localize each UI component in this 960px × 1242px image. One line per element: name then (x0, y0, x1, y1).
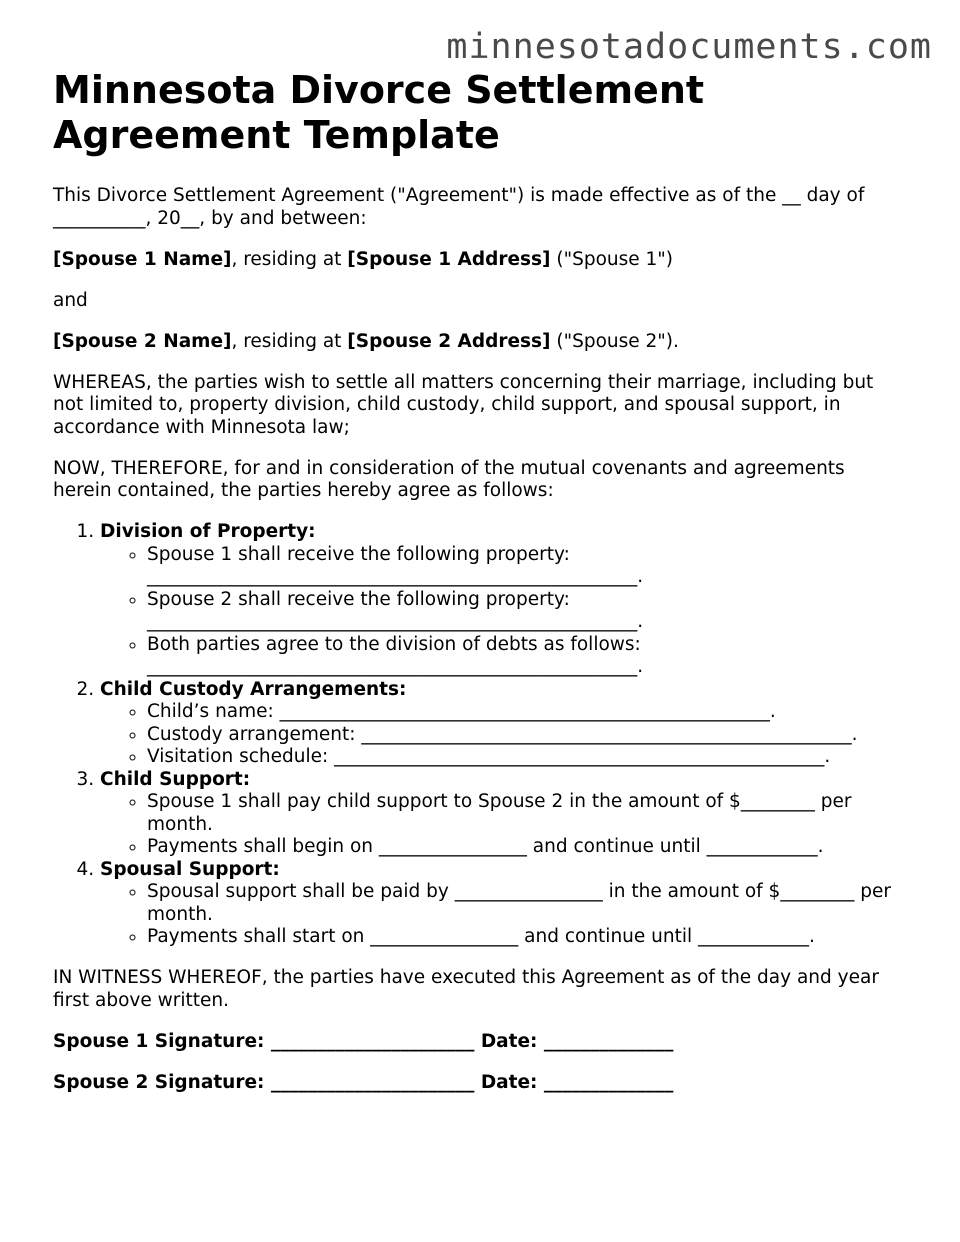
date-label: Date: (480, 1071, 538, 1093)
blank-line: _____________________________________________________. (147, 656, 644, 677)
section-items (100, 881, 913, 949)
whereas-line: WHEREAS, the parties wish to settle all matters concerning their marriage, including but (53, 371, 874, 393)
list-item (147, 589, 913, 634)
date-line: ______________ (543, 1030, 674, 1052)
section-spousal-support (100, 859, 913, 949)
list-item (147, 881, 913, 926)
signature-line: ______________________ (270, 1030, 475, 1052)
spouse-2-paragraph (53, 331, 913, 354)
intro-paragraph (53, 185, 913, 230)
list-item (147, 746, 913, 769)
spouse-1-suffix: ("Spouse 1") (550, 248, 674, 270)
now-therefore-paragraph (53, 458, 913, 503)
list-item (147, 791, 913, 836)
section-child-custody (100, 679, 913, 769)
whereas-paragraph (53, 372, 913, 440)
item-text: Child’s name: _____________________________________________________. (147, 701, 776, 722)
agreement-sections (53, 521, 913, 949)
list-item (147, 724, 913, 747)
document-title (53, 68, 913, 158)
blank-line: _____________________________________________________. (147, 611, 644, 632)
item-text: Both parties agree to the division of debts as follows: (147, 633, 641, 655)
list-item (147, 926, 913, 949)
list-item (147, 544, 913, 589)
list-item (147, 701, 913, 724)
intro-line-2: __________, 20__, by and between: (53, 207, 367, 229)
section-title: Spousal Support: (100, 858, 280, 880)
title-line-2: Agreement Template (53, 113, 500, 157)
intro-line-1: This Divorce Settlement Agreement ("Agreement") is made effective as of the __ day of (53, 185, 865, 206)
date-line: ______________ (543, 1071, 674, 1093)
item-text: Spouse 1 shall receive the following property: (147, 543, 570, 565)
now-therefore-line: herein contained, the parties hereby agree as follows: (53, 480, 554, 501)
item-text: Payments shall start on ________________ and continue until ____________. (147, 926, 815, 947)
item-text: month. (147, 903, 213, 925)
blank-line: _____________________________________________________. (147, 566, 644, 587)
witness-paragraph (53, 967, 913, 1012)
and-paragraph: and (53, 289, 88, 311)
section-title: Child Custody Arrangements: (100, 678, 407, 700)
item-text: Payments shall begin on ________________ and continue until ____________. (147, 836, 824, 857)
list-item (147, 634, 913, 679)
signature-line: ______________________ (270, 1071, 475, 1093)
spouse-1-address: [Spouse 1 Address] (347, 248, 551, 270)
section-title: Division of Property: (100, 521, 316, 542)
date-label: Date: (480, 1030, 538, 1052)
spouse-2-residing: , residing at (231, 330, 348, 352)
title-line-1: Minnesota Divorce Settlement (53, 68, 705, 112)
section-items (100, 701, 913, 769)
item-text: Spouse 1 shall pay child support to Spouse 2 in the amount of $________ per (147, 791, 852, 812)
whereas-line: not limited to, property division, child custody, child support, and spousal support, in (53, 394, 841, 415)
watermark: minnesotadocuments.com (446, 27, 932, 67)
section-division-of-property (100, 521, 913, 679)
item-text: month. (147, 813, 213, 835)
item-text: Custody arrangement: _____________________________________________________. (147, 723, 858, 745)
section-child-support (100, 769, 913, 859)
spouse-2-address: [Spouse 2 Address] (347, 330, 551, 352)
signature-label: Spouse 1 Signature: (53, 1030, 265, 1052)
section-items (100, 791, 913, 859)
witness-line: IN WITNESS WHEREOF, the parties have executed this Agreement as of the day and year (53, 967, 879, 988)
document-body (53, 68, 913, 1094)
section-items (100, 544, 913, 679)
witness-line: first above written. (53, 989, 230, 1011)
spouse-2-name: [Spouse 2 Name] (53, 330, 232, 352)
item-text: Visitation schedule: _____________________________________________________. (147, 746, 831, 767)
list-item (147, 836, 913, 859)
spouse-2-suffix: ("Spouse 2"). (550, 330, 679, 352)
spouse-1-signature-row (53, 1031, 913, 1054)
whereas-line: accordance with Minnesota law; (53, 416, 350, 438)
spouse-1-name: [Spouse 1 Name] (53, 248, 232, 270)
spouse-2-signature-row (53, 1072, 913, 1095)
section-title: Child Support: (100, 768, 251, 790)
item-text: Spousal support shall be paid by ________________ in the amount of $________ per (147, 881, 891, 902)
spouse-1-residing: , residing at (231, 248, 348, 270)
spouse-1-paragraph (53, 249, 913, 272)
signature-label: Spouse 2 Signature: (53, 1071, 265, 1093)
now-therefore-line: NOW, THEREFORE, for and in consideration of the mutual covenants and agreements (53, 457, 845, 479)
item-text: Spouse 2 shall receive the following property: (147, 588, 570, 610)
